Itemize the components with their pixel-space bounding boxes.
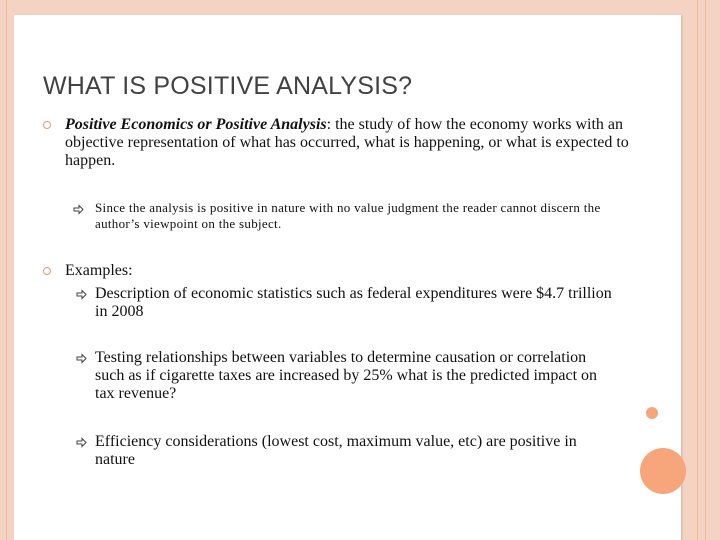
- arrow-bullet-icon: [76, 437, 87, 448]
- slide-title: WHAT IS POSITIVE ANALYSIS?: [43, 72, 413, 100]
- arrow-bullet-icon: [73, 204, 84, 215]
- decorative-circle-large: [640, 448, 686, 494]
- bullet-circle-icon: [43, 121, 51, 129]
- decorative-circle-small: [646, 407, 658, 419]
- example-item: Description of economic statistics such as federal expenditures were $4.7 trillion in 2008: [95, 285, 612, 320]
- arrow-bullet-icon: [76, 289, 87, 300]
- bullet-definition: [65, 116, 645, 170]
- decorative-line: [697, 0, 698, 540]
- definition-term: Positive Economics or Positive Analysis: [65, 116, 327, 133]
- bullet-examples: Examples:: [65, 262, 133, 279]
- bullet-circle-icon: [43, 267, 51, 275]
- example-item: Testing relationships between variables to determine causation or correlation such as if cigarette taxes are increased by 25% what is the predicted impact on tax revenue?: [95, 349, 598, 402]
- arrow-bullet-icon: [76, 353, 87, 364]
- decorative-line: [14, 14, 681, 15]
- decorative-line: [705, 0, 706, 540]
- example-item: Efficiency considerations (lowest cost, maximum value, etc) are positive in nature: [95, 433, 577, 468]
- decorative-line: [6, 0, 7, 540]
- definition-text: : the study of how the economy works with an objective representation of what has occurred, what is happening, or what is expected to happen.: [65, 116, 629, 169]
- bullet-definition-note: Since the analysis is positive in nature with no value judgment the reader cannot discern the author’s viewpoint on the subject.: [95, 200, 601, 231]
